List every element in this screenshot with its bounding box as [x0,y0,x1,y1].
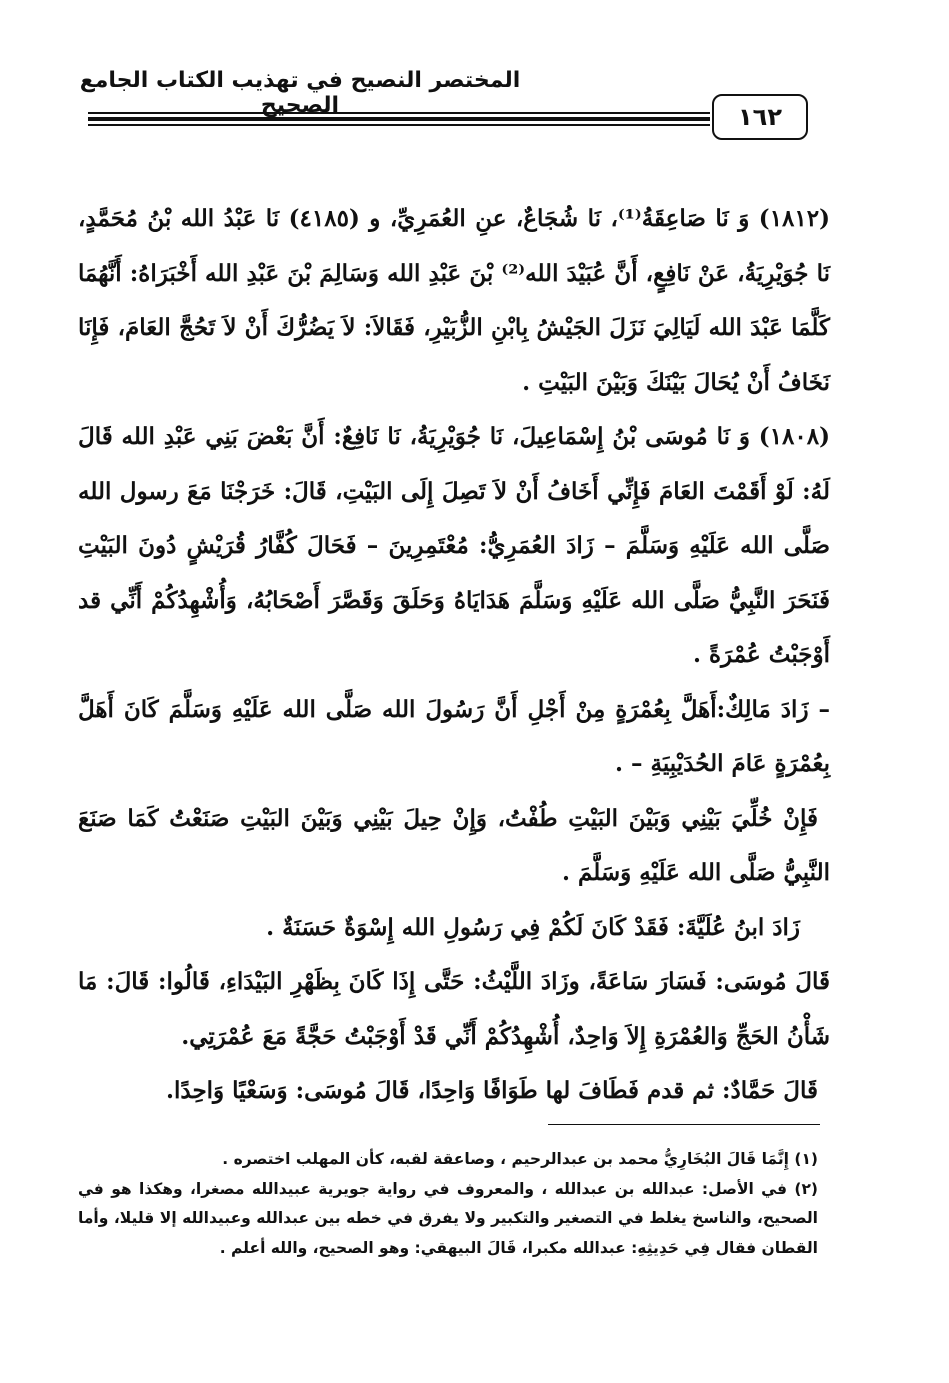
header-rule-top [88,112,710,114]
paragraph-hadith-1812: (١٨١٢) وَ نَا صَاعِقَةُ⁽¹⁾، نَا شُجَاعٌ، عنِ العُمَرِيِّ، و (٤١٨٥) نَا عَبْدُ الله بْنُ مُحَمَّدٍ، نَا جُوَيْرِيَةُ، عَنْ نَافِعٍ، أَنَّ عُبَيْدَ الله⁽²⁾ بْنَ عَبْدِ الله وَسَالِمَ بْنَ عَبْدِ الله أَخْبَرَاهُ: أَنَّهُمَا كَلَّمَا عَبْدَ الله لَيَالِيَ نَزَلَ الجَيْشُ بِابْنِ الزُّبَيْرِ، فَقَالاَ: لاَ يَضُرُّكَ أَنْ لاَ تَحُجَّ العَامَ، فَإِنَا نَخَافُ أَنْ يُحَالَ بَيْنَكَ وَبَيْنَ البَيْتِ . [78,205,830,396]
paragraph-musa-layth: قَالَ مُوسَى: فَسَارَ سَاعَةً، وزَادَ اللَّيْثُ: حَتَّى إِذَا كَانَ بِظَهْرِ البَيْدَاءِ، قَالُوا: قَالَ: مَا شَأْنُ الحَجِّ وَالعُمْرَةِ إِلاَ وَاحِدٌ، أُشْهِدُكُمْ أَنِّي قَدْ أَوْجَبْتُ حَجَّةً مَعَ عُمْرَتِي. [78,968,830,1050]
page-number: ١٦٢ [712,94,808,140]
paragraph-hammad: قَالَ حَمَّادٌ: ثم قدم فَطَافَ لها طَوَافًا وَاحِدًا، قَالَ مُوسَى: وَسَعْيًا وَاحِدًا. [165,1077,818,1104]
footnote-1: (١) إِنَّمَا قَالَ البُخَارِيُّ محمد بن عبدالرحيم ، وصاعقة لقبه، كأن المهلب اختصره . [222,1150,818,1168]
paragraph-malik-addition: – زَادَ مَالِكٌ:أَهَلَّ بِعُمْرَةٍ مِنْ أَجْلِ أَنَّ رَسُولَ الله صَلَّى الله عَلَيْهِ وَسَلَّمَ كَانَ أَهَلَّ بِعُمْرَةٍ عَامَ الحُدَيْبِيَةِ – . [78,695,830,777]
header-rule-middle [88,117,710,121]
paragraph-hadith-1808: (١٨٠٨) وَ نَا مُوسَى بْنُ إِسْمَاعِيلَ، نَا جُوَيْرِيَةُ، نَا نَافِعٌ: أَنَّ بَعْضَ بَنِي عَبْدِ الله قَالَ لَهُ: لَوْ أَقَمْتَ العَامَ فَإِنِّي أَخَافُ أَنْ لاَ تَصِلَ إِلَى البَيْتِ، قَالَ: خَرَجْنَا مَعَ رسول الله صَلَّى الله عَلَيْهِ وَسَلَّمَ – زَادَ العُمَرِيُّ: مُعْتَمِرِينَ – فَحَالَ كُفَّارُ قُرَيْشٍ دُونَ البَيْتِ فَنَحَرَ النَّبِيُّ صَلَّى الله عَلَيْهِ وَسَلَّمَ هَدَايَاهُ وَحَلَقَ وَقَصَّرَ أَصْحَابُهُ، وَأُشْهِدُكُمْ أَنِّي قد أَوْجَبْتُ عُمْرَةً . [78,423,830,668]
paragraph-continuation: فَإِنْ خُلِّيَ بَيْنِي وَبَيْنَ البَيْتِ طُفْتُ، وَإِنْ حِيلَ بَيْنِي وَبَيْنَ البَيْتِ صَنَعْتُ كَمَا صَنَعَ النَّبِيُّ صَلَّى الله عَلَيْهِ وَسَلَّمَ . [78,804,830,886]
running-title: المختصر النصيح في تهذيب الكتاب الجامع الصحيح [79,68,521,118]
footnotes [78,1145,818,1263]
footnote-separator [548,1124,820,1125]
paragraph-ibn-ulayya: زَادَ ابنُ عُلَيَّةَ: فَقَدْ كَانَ لَكُمْ فِي رَسُولِ الله إِسْوَةٌ حَسَنَةٌ . [266,913,800,941]
footnote-2: (٢) في الأصل: عبدالله بن عبدالله ، والمعروف في رواية جويرية عبيدالله مصغرا، وهكذا هو في الصحيح، والناسخ يغلط في التصغير والتكبير ولا يفرق في خطه بين عبدالله وعبيدالله إلا قليلا، وأما القطان فقال فِي حَدِيثِهِ: عبدالله مكبرا، قَالَ البيهقي: وهو الصحيح، والله أعلم . [78,1179,818,1257]
header-rule-bottom [88,124,710,126]
main-text [78,192,830,1119]
